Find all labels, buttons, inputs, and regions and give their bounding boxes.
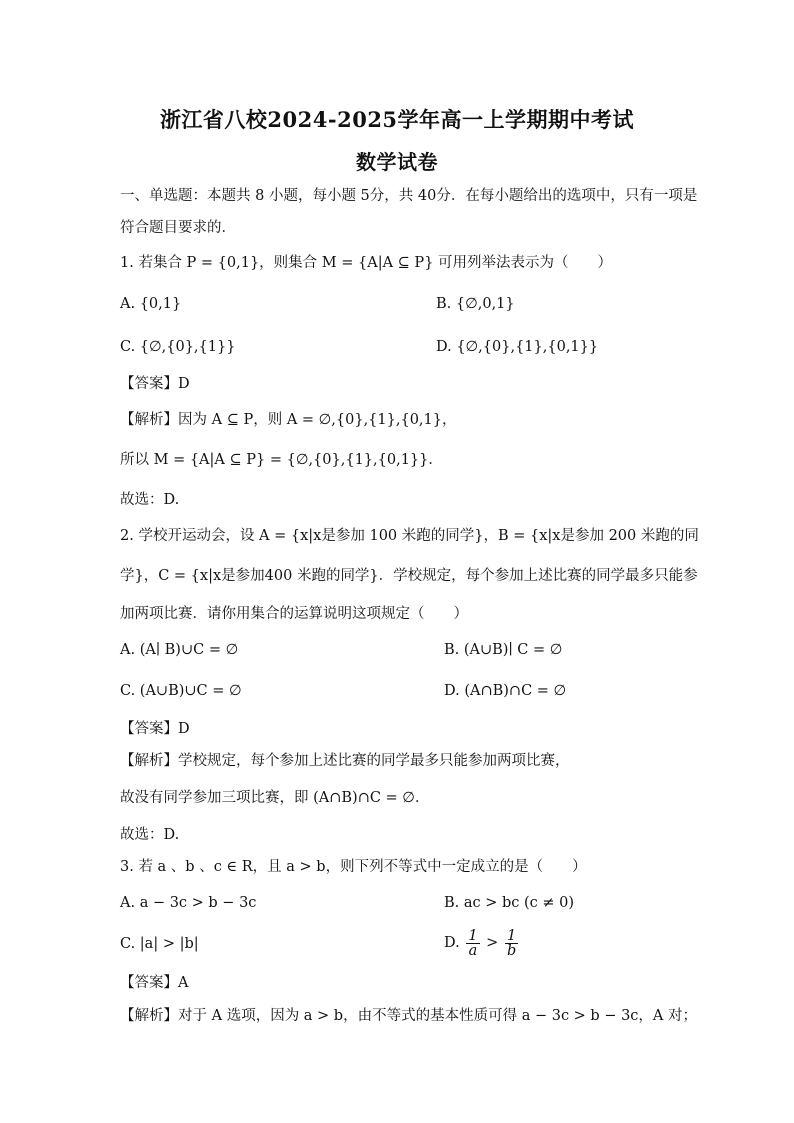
q1-option-a: A. {0,1} [120, 296, 182, 312]
q3-option-d-fraction-right [505, 929, 518, 958]
q3-option-b: B. ac > bc (c ≠ 0) [444, 895, 575, 911]
q3-option-d-gt: > [486, 935, 499, 951]
fraction-numerator: 1 [505, 929, 518, 944]
exam-subtitle: 数学试卷 [356, 150, 438, 174]
q2-option-b: B. (A∪B)∣ C = ∅ [444, 642, 563, 658]
fraction-denominator: a [468, 942, 478, 959]
q1-option-d: D. {∅,{0},{1},{0,1}} [436, 339, 599, 355]
q2-option-c: C. (A∪B)∪C = ∅ [120, 683, 242, 699]
q1-stem: 1. 若集合 P = {0,1}，则集合 M = {A|A ⊆ P} 可用列举法表示为（ ） [120, 255, 613, 271]
q2-option-d: D. (A∩B)∩C = ∅ [444, 683, 567, 699]
fraction-denominator: b [506, 942, 517, 959]
q1-analysis-line1: 【解析】因为 A ⊆ P，则 A = ∅,{0},{1},{0,1}， [120, 412, 457, 428]
q2-stem-line2: 学}，C = {x|x是参加400 米跑的同学}．学校规定，每个参加上述比赛的同学最多只能参 [120, 568, 698, 584]
section-heading-line1: 一、单选题：本题共 8 小题，每小题 5分，共 40分．在每小题给出的选项中，只有一项是 [120, 188, 698, 204]
q3-option-c: C. |a| > |b| [120, 936, 199, 952]
q2-stem-line1: 2. 学校开运动会，设 A = {x|x是参加 100 米跑的同学}，B = {x|x是参加 200 米跑的同 [120, 528, 699, 544]
q2-analysis-line1: 【解析】学校规定，每个参加上述比赛的同学最多只能参加两项比赛， [120, 753, 570, 769]
fraction-numerator: 1 [468, 927, 478, 944]
q2-stem-line3: 加两项比赛．请你用集合的运算说明这项规定（ ） [120, 606, 468, 622]
q1-option-b: B. {∅,0,1} [436, 296, 515, 312]
q3-option-a: A. a − 3c > b − 3c [120, 895, 257, 911]
q2-answer: 【答案】D [120, 721, 190, 737]
section-heading-line2: 符合题目要求的． [120, 220, 236, 236]
q3-analysis-line1: 【解析】对于 A 选项，因为 a > b，由不等式的基本性质可得 a − 3c > b − 3c，A 对； [120, 1008, 698, 1024]
exam-title: 浙江省八校2024-2025学年高一上学期期中考试 [159, 107, 635, 132]
q3-option-d-label: D. [444, 935, 460, 951]
q3-stem: 3. 若 a 、b 、c ∈ R，且 a > b，则下列不等式中一定成立的是（ ） [120, 859, 587, 875]
q1-conclusion: 故选：D. [120, 492, 180, 508]
q3-option-d [444, 925, 520, 961]
q1-answer: 【答案】D [120, 376, 190, 392]
q3-option-d-fraction-left [466, 929, 479, 958]
q2-conclusion: 故选：D. [120, 827, 180, 843]
q1-analysis-line2: 所以 M = {A|A ⊆ P} = {∅,{0},{1},{0,1}}． [120, 452, 443, 468]
q2-analysis-line2: 故没有同学参加三项比赛，即 (A∩B)∩C = ∅． [120, 790, 430, 806]
q2-option-a: A. (A∣ B)∪C = ∅ [120, 642, 239, 658]
q1-option-c: C. {∅,{0},{1}} [120, 339, 236, 355]
q3-answer: 【答案】A [120, 975, 189, 991]
